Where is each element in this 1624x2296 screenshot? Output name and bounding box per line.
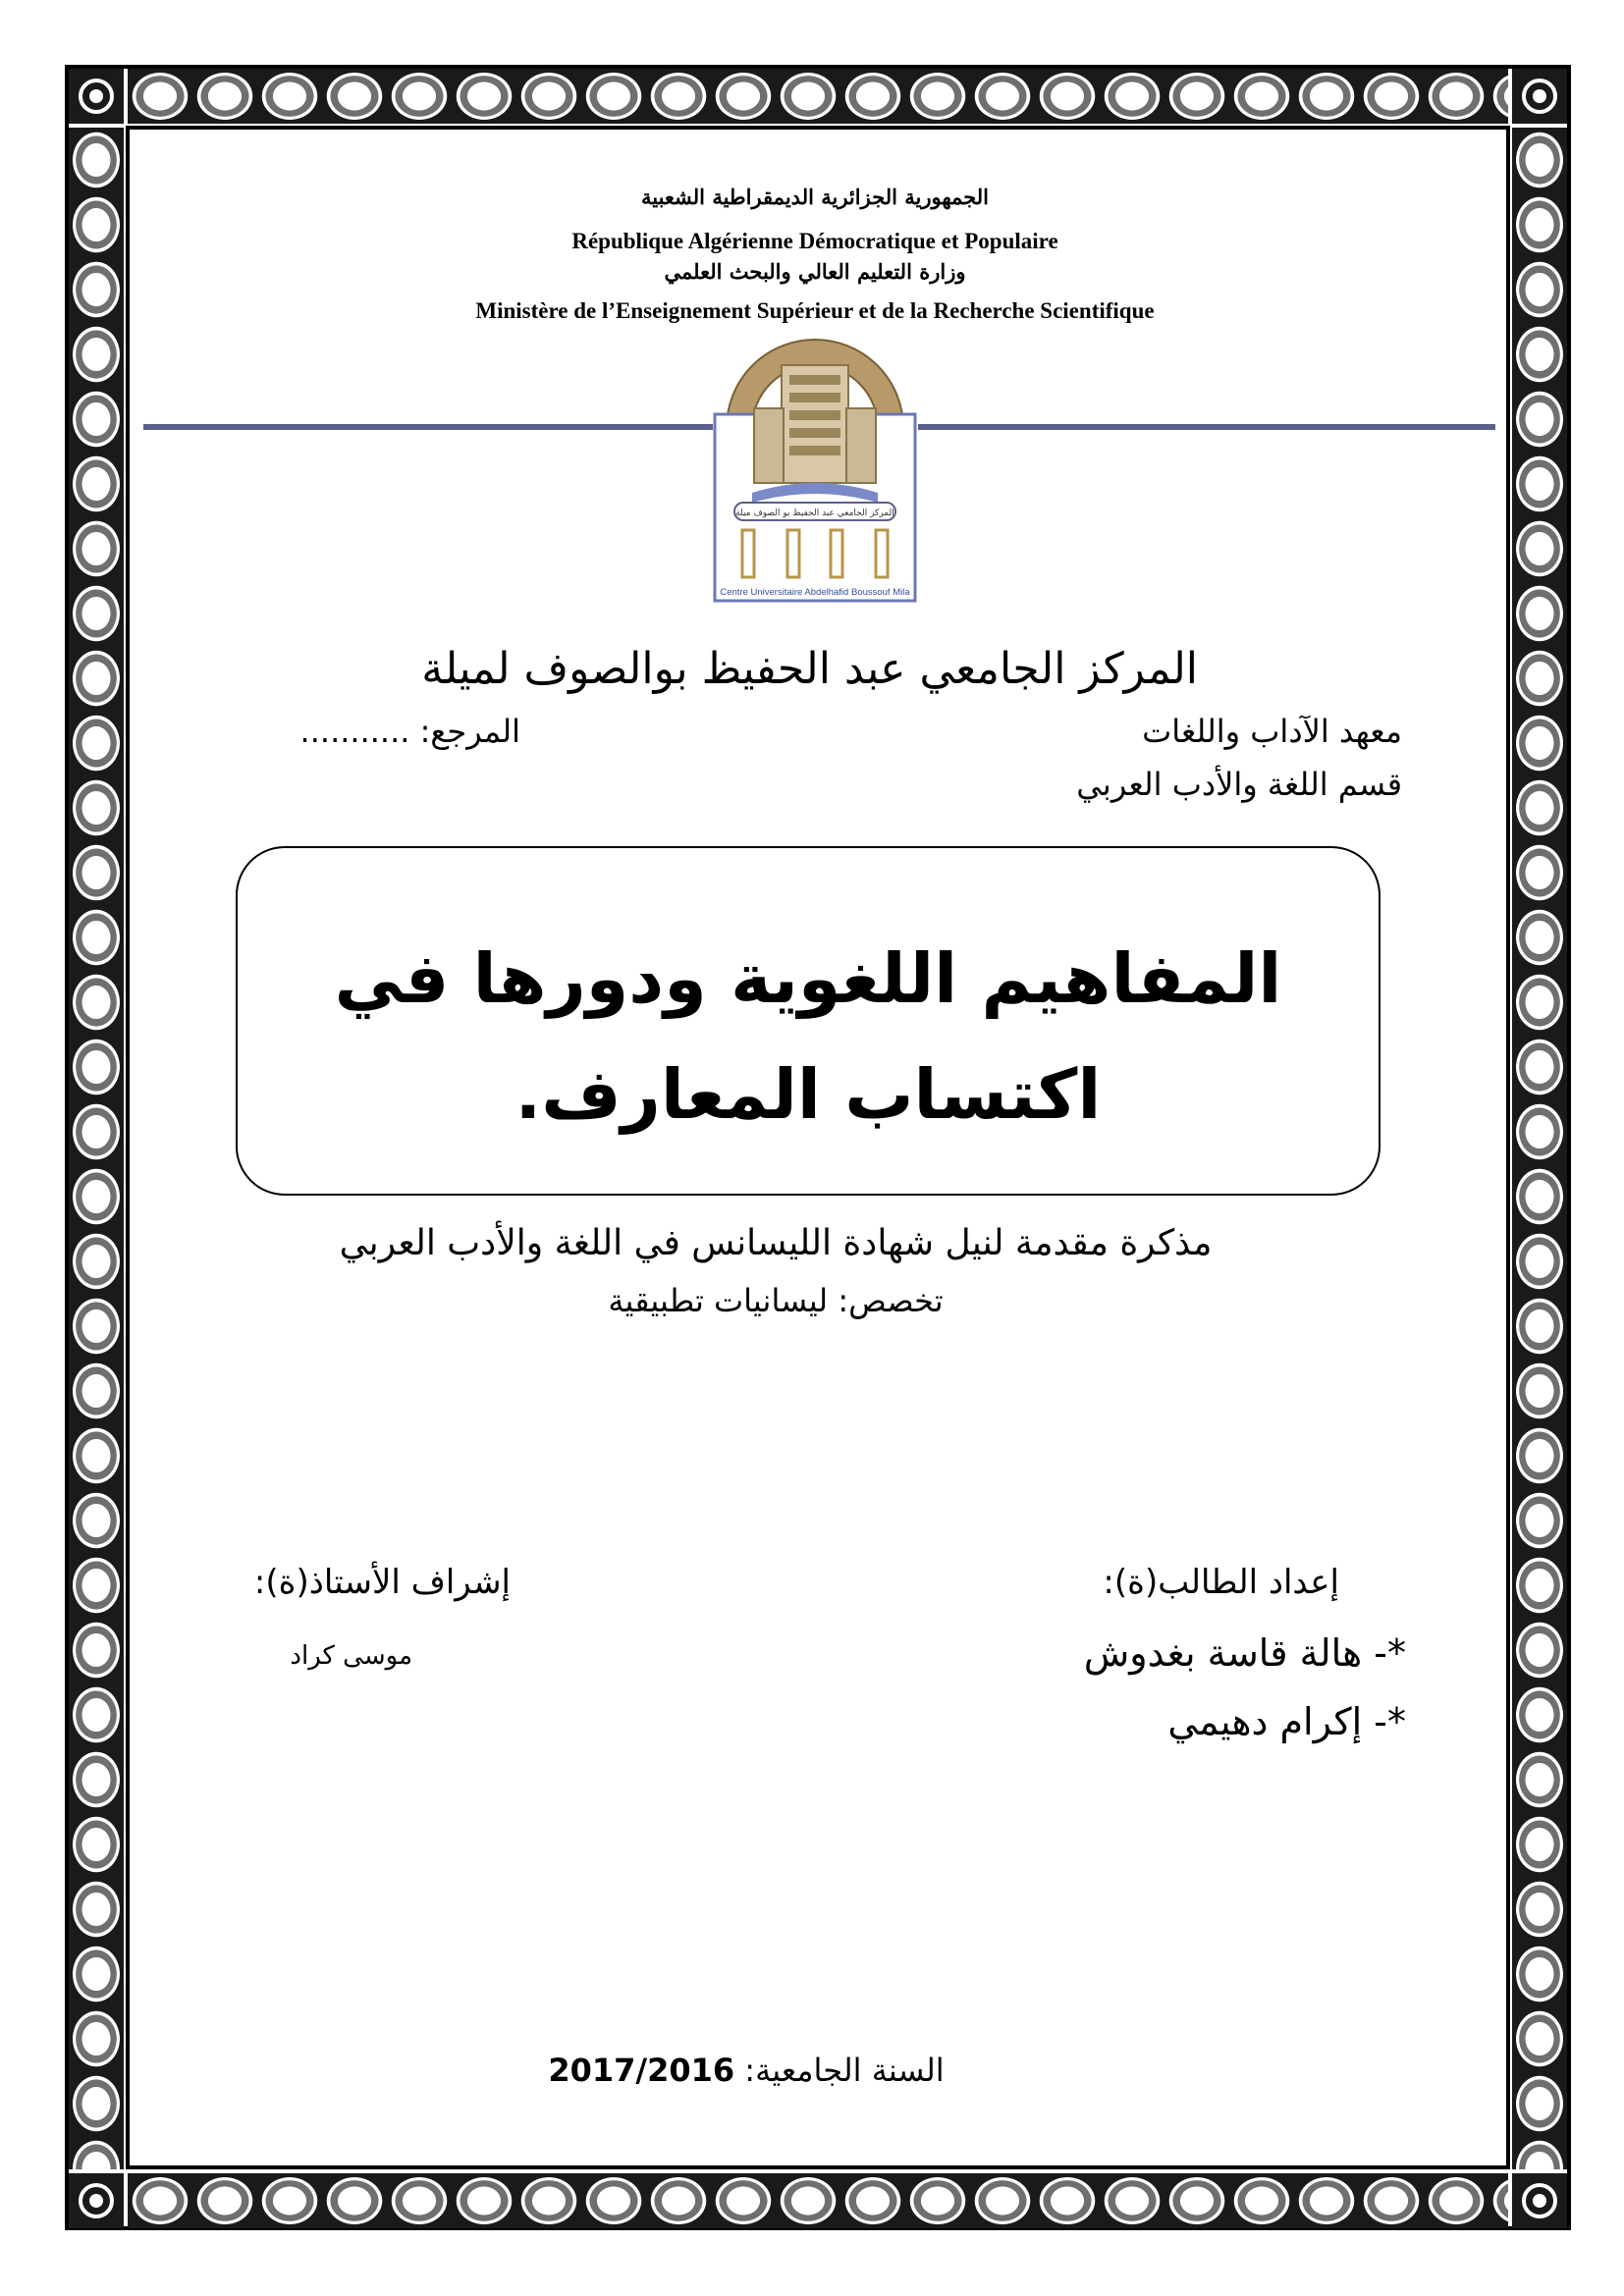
frame-corner-ornament [1512,2173,1567,2228]
degree-statement: مذكرة مقدمة لنيل شهادة الليسانس في اللغة والأدب العربي [339,1223,1213,1263]
university-logo [713,320,917,603]
frame-chain-left [69,128,124,2169]
thesis-title-line-2: اكتساب المعارف. [514,1054,1102,1135]
frame-chain-top [128,69,1508,124]
frame-corner-ornament [1512,69,1567,124]
student-name: *- هالة قاسة بغدوش [1083,1631,1406,1675]
reference-field: المرجع: ........... [299,713,520,750]
republic-name-french: République Algérienne Démocratique et Populaire [571,229,1058,253]
header-rule-left [143,424,713,430]
header-rule-right [918,424,1495,430]
academic-year-value: 2017/2016 [548,2052,735,2089]
specialty-line: تخصص: ليسانيات تطبيقية [608,1282,944,1319]
thesis-title-line-1: المفاهيم اللغوية ودورها في [334,938,1282,1019]
institute-name: معهد الآداب واللغات [1142,713,1402,750]
frame-chain-bottom [128,2173,1508,2228]
prepared-by-label: إعداد الطالب(ة): [1103,1563,1339,1602]
supervision-label: إشراف الأستاذ(ة): [253,1563,511,1602]
frame-corner-ornament [69,2173,124,2228]
thesis-title-box [236,846,1380,1196]
supervisor-name: موسى كراد [290,1641,412,1671]
ministry-name-arabic: وزارة التعليم العالي والبحث العلمي [664,259,966,284]
logo-caption: Centre Universitaire Abdelhafid Boussouf Mila [720,587,910,598]
university-center-name: المركز الجامعي عبد الحفيظ بوالصوف لميلة [421,644,1198,694]
frame-chain-right [1512,128,1567,2169]
republic-name-arabic: الجمهورية الجزائرية الديمقراطية الشعبية [640,185,989,209]
department-name: قسم اللغة والأدب العربي [1076,766,1402,803]
student-name: *- إكرام دهيمي [1167,1700,1406,1743]
frame-corner-ornament [69,69,124,124]
ministry-name-french: Ministère de l’Enseignement Supérieur et de la Recherche Scientifique [475,298,1155,323]
academic-year-label: السنة الجامعية: [744,2052,945,2089]
academic-year [491,2052,1001,2089]
logo-arabic-band: المركز الجامعي عبد الحفيظ بو الصوف ميلة [735,508,894,518]
